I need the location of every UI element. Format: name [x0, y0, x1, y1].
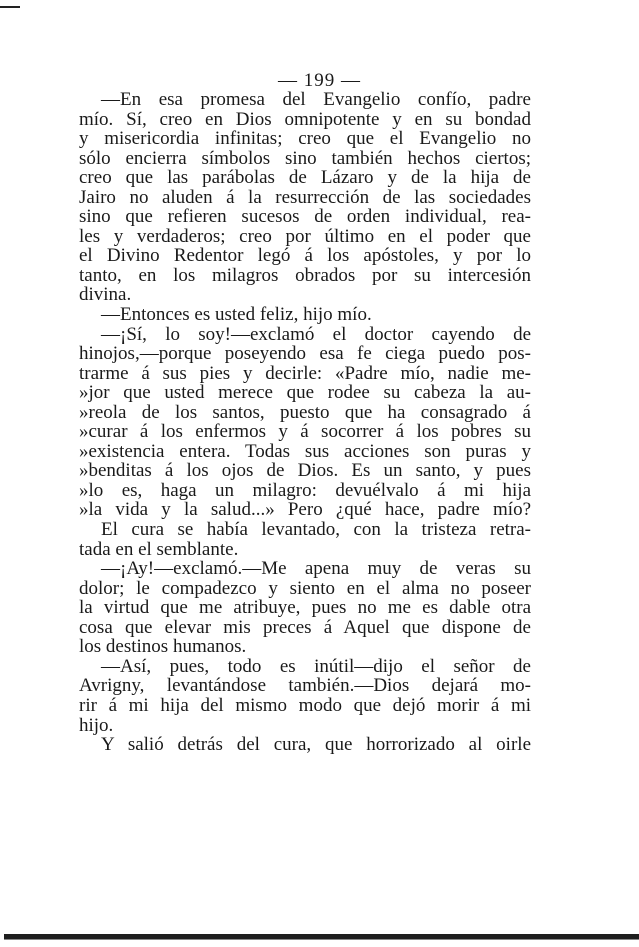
text-line: la virtud que me atribuye, pues no me es dable otra [79, 598, 531, 618]
text-line: »existencia entera. Todas sus acciones son puras y [79, 441, 531, 462]
text-line: y misericordia infinitas; creo que el Evangelio no [79, 129, 531, 149]
text-line: —¡Sí, lo soy!—exclamó el doctor cayendo de [101, 324, 531, 345]
text-line: mío. Sí, creo en Dios omnipotente y en su bondad [79, 109, 531, 130]
text-line: cosa que elevar mis preces á Aquel que dispone de [79, 617, 531, 638]
text-line: divina. [79, 285, 132, 306]
text-line: Y salió detrás del cura, que horrorizado al oirle [101, 735, 531, 755]
text-line: »reola de los santos, puesto que ha consagrado á [79, 402, 531, 423]
text-line: —¡Ay!—exclamó.—Me apena muy de veras su [101, 559, 531, 579]
text-line: hijo. [79, 715, 114, 736]
text-line: Jairo no aluden á la resurrección de las sociedades [79, 187, 531, 208]
text-line: —Así, pues, todo es inútil—dijo el señor de [101, 656, 531, 677]
text-line: »curar á los enfermos y á socorrer á los pobres su [79, 422, 531, 442]
text-line: los destinos humanos. [79, 637, 247, 657]
text-line: creo que las parábolas de Lázaro y de la hija de [79, 168, 531, 188]
text-line: les y verdaderos; creo por último en el poder que [79, 226, 531, 247]
text-line: rir á mi hija del mismo modo que dejó morir á mi [79, 695, 531, 716]
text-line: tada en el semblante. [79, 539, 239, 560]
body-text [79, 90, 531, 755]
text-line: tanto, en los milagros obrados por su intercesión [79, 265, 531, 286]
text-line: el Divino Redentor legó á los apóstoles, y por lo [79, 246, 531, 266]
text-line: —En esa promesa del Evangelio confío, padre [101, 90, 531, 110]
bottom-rule-shadow [4, 939, 639, 940]
corner-mark [0, 6, 20, 8]
text-line: trarme á sus pies y decirle: «Padre mío, nadie me- [79, 363, 531, 384]
text-line: »lo es, haga un milagro: devuélvalo á mi hija [79, 480, 531, 501]
text-line: sino que refieren sucesos de orden individual, rea- [79, 207, 531, 227]
text-line: dolor; le compadezco y siento en el alma no poseer [79, 578, 531, 599]
text-line: »jor que usted merece que rodee su cabeza la au- [79, 383, 531, 403]
text-line: »la vida y la salud...» Pero ¿qué hace, padre mío? [79, 500, 531, 521]
text-line: —Entonces es usted feliz, hijo mío. [101, 305, 372, 325]
text-line: Avrigny, levantándose también.—Dios dejará mo- [79, 676, 531, 696]
text-line: El cura se había levantado, con la tristeza retra- [101, 520, 531, 540]
text-line: sólo encierra símbolos sino también hechos ciertos; [79, 148, 531, 169]
text-line: »benditas á los ojos de Dios. Es un santo, y pues [79, 461, 531, 481]
text-line: hinojos,—porque poseyendo esa fe ciega puedo pos- [79, 344, 531, 364]
page-number: — 199 — [278, 70, 361, 91]
